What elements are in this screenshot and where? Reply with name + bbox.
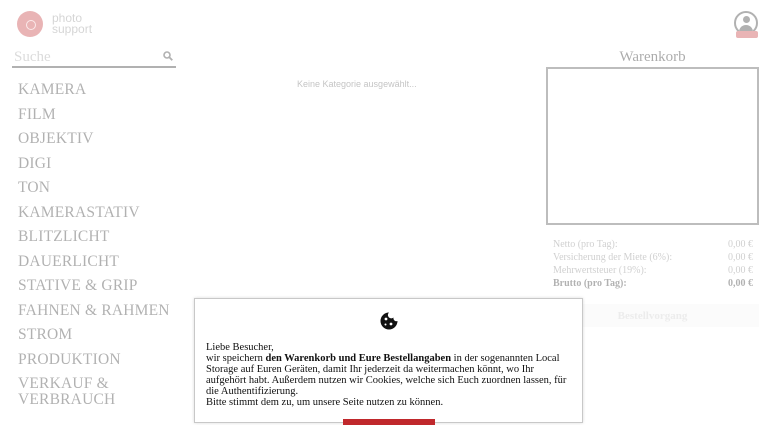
cookie-greeting: Liebe Besucher, [206,342,274,353]
cookie-explanation: wir speichern den Warenkorb und Eure Bestellangaben in der sogenannten Local Storage auf Euren Geräten, damit Ihr jederzeit da weitermachen könnt, wo Ihr aufgehört habt. Außerdem nutzen wir Cookies, welche sich Euch zuordnen lassen, für die Authentifizierung. [206,353,567,397]
cookie-consent-text [206,342,576,408]
cookie-icon [379,311,399,331]
accept-cookies-button[interactable] [343,419,435,425]
cookie-consent-dialog [194,298,583,423]
cookie-closing: Bitte stimmt dem zu, um unsere Seite nutzen zu können. [206,397,444,408]
